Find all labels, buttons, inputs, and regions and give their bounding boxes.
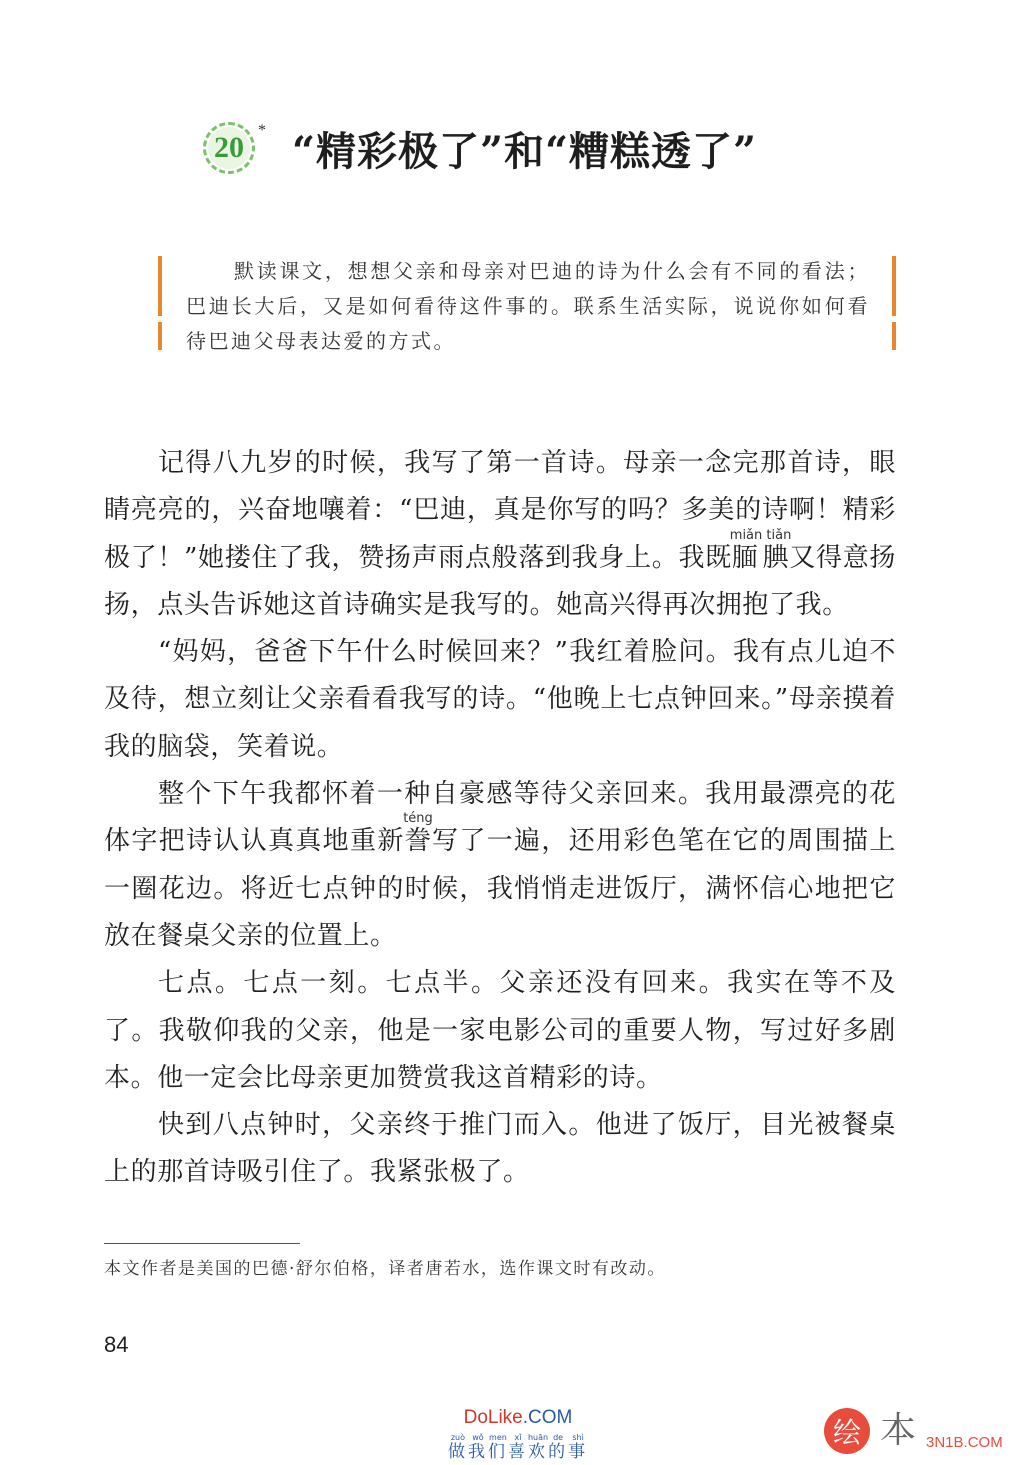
slogan-char-text: 欢: [527, 1442, 549, 1462]
lesson-body: [104, 440, 896, 1197]
paragraph-3-part-a: 整个下午我都怀着一种自豪感等待父亲回来。我用最漂亮的花体字把诗认认真真地重新: [104, 779, 896, 857]
dolike-slogan: [430, 1433, 606, 1465]
3n1b-logo-char: 本: [880, 1410, 917, 1451]
dolike-logo: [430, 1407, 606, 1429]
slogan-char: [568, 1433, 589, 1462]
slogan-char: [507, 1433, 528, 1462]
paragraph-3-part-b: 写了一遍，还用彩色笔在它的周围描上一圈花边。将近七点钟的时候，我悄悄走进饭厅，满怀信心地把它放在餐桌父亲的位置上。: [104, 826, 896, 951]
dolike-logo-name: DoLike: [463, 1407, 523, 1428]
slogan-char: [527, 1433, 549, 1462]
slogan-pinyin: wǒ: [467, 1433, 488, 1442]
ruby-word: 腼腆: [729, 542, 792, 573]
slogan-char: [487, 1433, 508, 1462]
slogan-char-text: 事: [568, 1442, 589, 1462]
slogan-pinyin: xǐ: [507, 1433, 528, 1442]
dolike-watermark: [430, 1407, 606, 1465]
3n1b-domain: 3N1B.COM: [926, 1434, 1003, 1451]
lesson-number-badge: [203, 122, 255, 174]
slogan-char: [548, 1433, 569, 1462]
slogan-char: [467, 1433, 488, 1462]
paragraph-5: 快到八点钟时，父亲终于推门而入。他进了饭厅，目光被餐桌上的那首诗吸引住了。我紧张极了。: [104, 1110, 896, 1188]
3n1b-logo-icon: 绘: [824, 1408, 870, 1454]
lesson-marker: *: [258, 122, 266, 139]
slogan-char: [447, 1433, 468, 1462]
ruby-miantian: [729, 527, 792, 573]
3n1b-watermark: [824, 1408, 1020, 1456]
slogan-char-text: 们: [487, 1442, 508, 1462]
slogan-char-text: 喜: [507, 1442, 528, 1462]
prompt-right-bar: [892, 256, 896, 350]
reading-prompt-text: 默读课文，想想父亲和母亲对巴迪的诗为什么会有不同的看法；巴迪长大后，又是如何看待这件事的。联系生活实际，说说你如何看待巴迪父母表达爱的方式。: [186, 259, 870, 353]
pinyin-annotation: téng: [403, 811, 433, 827]
paragraph-3: [104, 771, 896, 960]
pinyin-annotation: miǎn tiǎn: [729, 527, 792, 543]
slogan-pinyin: men: [487, 1433, 508, 1442]
slogan-char-text: 的: [548, 1442, 569, 1462]
paragraph-4: 七点。七点一刻。七点半。父亲还没有回来。我实在等不及了。我敬仰我的父亲，他是一家电影公司的重要人物，写过好多剧本。他一定会比母亲更加赞赏我这首精彩的诗。: [104, 968, 896, 1093]
slogan-pinyin: shì: [568, 1433, 589, 1442]
slogan-pinyin: zuò: [447, 1433, 468, 1442]
paragraph-2: “妈妈，爸爸下午什么时候回来？”我红着脸问。我有点儿迫不及待，想立刻让父亲看看我写的诗。“他晚上七点钟回来。”母亲摸着我的脑袋，笑着说。: [104, 637, 896, 762]
paragraph-1: [104, 440, 896, 629]
paragraph-1-part-a: 记得八九岁的时候，我写了第一首诗。母亲一念完那首诗，眼睛亮亮的，兴奋地嚷着：“巴迪，真是你写的吗？多美的诗啊！精彩极了！”她搂住了我，赞扬声雨点般落到我身上。我既: [104, 448, 896, 573]
page-number: 84: [104, 1332, 129, 1357]
slogan-char-text: 做: [447, 1442, 468, 1462]
lesson-number: 20: [208, 127, 250, 169]
footnote: 本文作者是美国的巴德·舒尔伯格，译者唐若水，选作课文时有改动。: [104, 1259, 666, 1279]
footnote-divider: [104, 1243, 300, 1244]
lesson-header: [0, 118, 1024, 182]
ruby-teng: [403, 811, 433, 857]
paragraph-1-part-b: 又得意扬扬，点头告诉她这首诗确实是我写的。她高兴得再次拥抱了我。: [104, 542, 896, 620]
prompt-left-bar: [158, 256, 162, 350]
reading-prompt-box: [158, 254, 896, 353]
ruby-word: 誊: [403, 826, 433, 857]
slogan-pinyin: de: [548, 1433, 569, 1442]
dolike-logo-domain: .COM: [522, 1407, 573, 1428]
slogan-pinyin: huān: [527, 1433, 549, 1442]
slogan-char-text: 我: [467, 1442, 488, 1462]
lesson-title: “精彩极了”和“糟糕透了”: [292, 128, 758, 175]
